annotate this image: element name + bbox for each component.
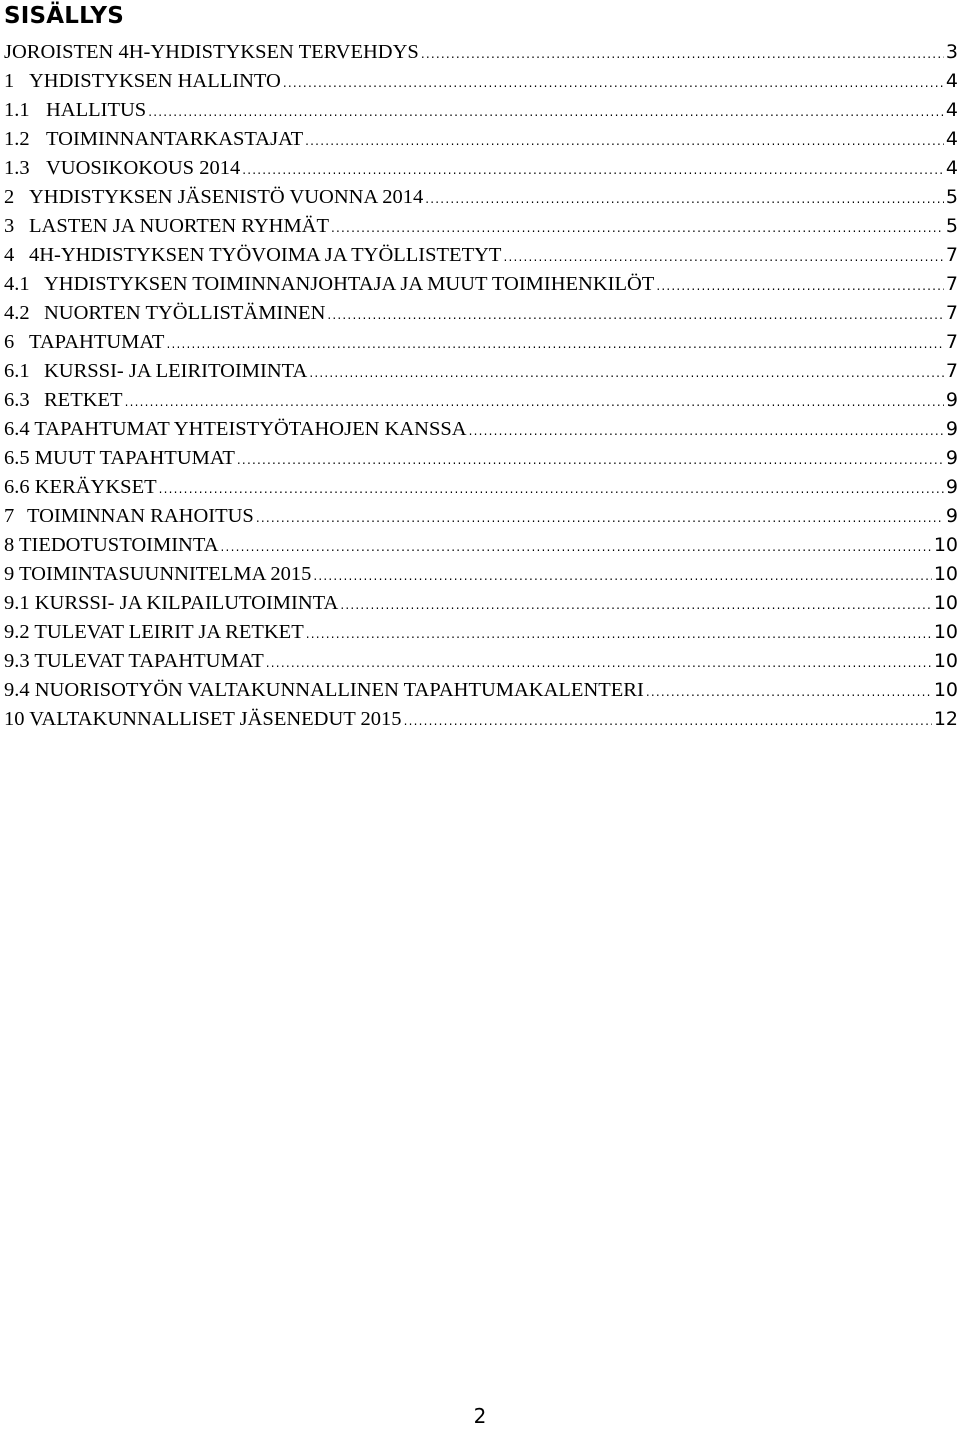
toc-leader-dots (266, 649, 932, 678)
toc-entry-page: 5 (945, 186, 958, 208)
toc-entry-number: 4 (4, 244, 15, 266)
toc-entry-page: 3 (945, 41, 958, 63)
toc-entry-title: TOIMINNAN RAHOITUS (27, 505, 254, 527)
toc-entry-title: 9.3 TULEVAT TAPAHTUMAT (4, 650, 264, 672)
toc-leader-dots (404, 707, 932, 736)
toc-entry-number: 6.3 (4, 389, 30, 411)
toc-entry[interactable] (4, 125, 960, 154)
toc-entry-number: 3 (4, 215, 15, 237)
toc-entry[interactable] (4, 415, 960, 444)
toc-entry-title: YHDISTYKSEN HALLINTO (29, 70, 281, 92)
toc-entry-number: 1.2 (4, 128, 30, 150)
toc-entry-page: 10 (933, 679, 958, 701)
toc-entry-number: 1 (4, 70, 15, 92)
toc-entry[interactable] (4, 705, 960, 734)
toc-leader-dots (469, 417, 944, 446)
toc-leader-dots (327, 301, 944, 330)
toc-entry[interactable] (4, 357, 960, 386)
toc-entry-page: 9 (945, 505, 958, 527)
toc-entry-page: 7 (945, 331, 958, 353)
toc-leader-dots (283, 69, 944, 98)
toc-entry[interactable] (4, 328, 960, 357)
toc-entry-number: 7 (4, 505, 15, 527)
toc-entry-number: 4.1 (4, 273, 30, 295)
toc-entry-page: 9 (945, 447, 958, 469)
toc-entry-page: 9 (945, 476, 958, 498)
toc-entry-page: 10 (933, 563, 958, 585)
toc-entry-number: 6 (4, 331, 15, 353)
toc-entry-page: 7 (945, 273, 958, 295)
toc-entry-page: 7 (945, 244, 958, 266)
toc-leader-dots (340, 591, 931, 620)
toc-entry-title: 9.2 TULEVAT LEIRIT JA RETKET (4, 621, 304, 643)
toc-leader-dots (237, 446, 944, 475)
toc-entry-page: 10 (933, 621, 958, 643)
toc-leader-dots (148, 98, 944, 127)
toc-entry-title: HALLITUS (46, 99, 147, 121)
toc-leader-dots (646, 678, 932, 707)
toc-leader-dots (503, 243, 943, 272)
toc-entry-page: 10 (933, 534, 958, 556)
toc-entry[interactable] (4, 241, 960, 270)
toc-entry[interactable] (4, 444, 960, 473)
toc-leader-dots (656, 272, 944, 301)
toc-entry-title: 6.4 TAPAHTUMAT YHTEISTYÖTAHOJEN KANSSA (4, 418, 467, 440)
toc-entry-title: 9.4 NUORISOTYÖN VALTAKUNNALLINEN TAPAHTUMAKALENTERI (4, 679, 644, 701)
toc-leader-dots (425, 185, 944, 214)
toc-entry-page: 10 (933, 592, 958, 614)
toc-entry[interactable] (4, 676, 960, 705)
toc-entry-page: 7 (945, 360, 958, 382)
toc-entry-page: 12 (933, 708, 958, 730)
toc-leader-dots (242, 156, 944, 185)
toc-entry-title: VUOSIKOKOUS 2014 (46, 157, 241, 179)
toc-entry[interactable] (4, 531, 960, 560)
toc-entry-title: KURSSI- JA LEIRITOIMINTA (44, 360, 308, 382)
toc-entry-title: YHDISTYKSEN TOIMINNANJOHTAJA JA MUUT TOIMIHENKILÖT (44, 273, 655, 295)
toc-entry-title: NUORTEN TYÖLLISTÄMINEN (44, 302, 326, 324)
toc-entry[interactable] (4, 183, 960, 212)
toc-entry-title: 6.6 KERÄYKSET (4, 476, 157, 498)
toc-entry[interactable] (4, 154, 960, 183)
toc-entry[interactable] (4, 386, 960, 415)
toc-leader-dots (159, 475, 944, 504)
toc-entry-number: 2 (4, 186, 15, 208)
toc-leader-dots (421, 40, 944, 69)
toc-entry-title: TAPAHTUMAT (29, 331, 165, 353)
toc-entry-page: 9 (945, 418, 958, 440)
page-title: SISÄLLYS (4, 3, 125, 29)
toc-leader-dots (309, 359, 944, 388)
toc-entry[interactable] (4, 647, 960, 676)
toc-entry[interactable] (4, 473, 960, 502)
toc-entry-page: 4 (945, 70, 958, 92)
toc-entry-title: TOIMINNANTARKASTAJAT (46, 128, 304, 150)
toc-entry-title: 10 VALTAKUNNALLISET JÄSENEDUT 2015 (4, 708, 402, 730)
toc-entry[interactable] (4, 67, 960, 96)
toc-entry-page: 4 (945, 128, 958, 150)
toc-entry-page: 5 (945, 215, 958, 237)
toc-leader-dots (313, 562, 931, 591)
toc-entry[interactable] (4, 299, 960, 328)
toc-entry-title: YHDISTYKSEN JÄSENISTÖ VUONNA 2014 (29, 186, 424, 208)
toc-entry-title: 6.5 MUUT TAPAHTUMAT (4, 447, 235, 469)
toc-leader-dots (166, 330, 943, 359)
toc-entry[interactable] (4, 560, 960, 589)
toc-entry[interactable] (4, 212, 960, 241)
toc-entry-number: 1.3 (4, 157, 30, 179)
toc-entry[interactable] (4, 589, 960, 618)
toc-leader-dots (306, 620, 932, 649)
toc-entry-page: 4 (945, 157, 958, 179)
toc-leader-dots (305, 127, 944, 156)
toc-entry-page: 7 (945, 302, 958, 324)
toc-entry[interactable] (4, 270, 960, 299)
toc-entry-title: 4H-YHDISTYKSEN TYÖVOIMA JA TYÖLLISTETYT (29, 244, 502, 266)
toc-entry[interactable] (4, 618, 960, 647)
toc-leader-dots (125, 388, 944, 417)
toc-leader-dots (221, 533, 932, 562)
toc-entry-page: 9 (945, 389, 958, 411)
toc-entry-page: 4 (945, 99, 958, 121)
table-of-contents (4, 38, 960, 734)
toc-leader-dots (256, 504, 944, 533)
toc-entry-title: JOROISTEN 4H-YHDISTYKSEN TERVEHDYS (4, 41, 419, 63)
toc-entry-number: 4.2 (4, 302, 30, 324)
toc-entry-title: LASTEN JA NUORTEN RYHMÄT (29, 215, 330, 237)
toc-entry-title: RETKET (44, 389, 123, 411)
page-number: 2 (473, 1404, 487, 1428)
toc-entry[interactable] (4, 502, 960, 531)
toc-entry[interactable] (4, 38, 960, 67)
toc-entry-number: 1.1 (4, 99, 30, 121)
toc-entry-number: 6.1 (4, 360, 30, 382)
toc-entry[interactable] (4, 96, 960, 125)
toc-entry-page: 10 (933, 650, 958, 672)
toc-entry-title: 9 TOIMINTASUUNNITELMA 2015 (4, 563, 312, 585)
toc-entry-title: 8 TIEDOTUSTOIMINTA (4, 534, 219, 556)
toc-leader-dots (331, 214, 944, 243)
toc-entry-title: 9.1 KURSSI- JA KILPAILUTOIMINTA (4, 592, 339, 614)
